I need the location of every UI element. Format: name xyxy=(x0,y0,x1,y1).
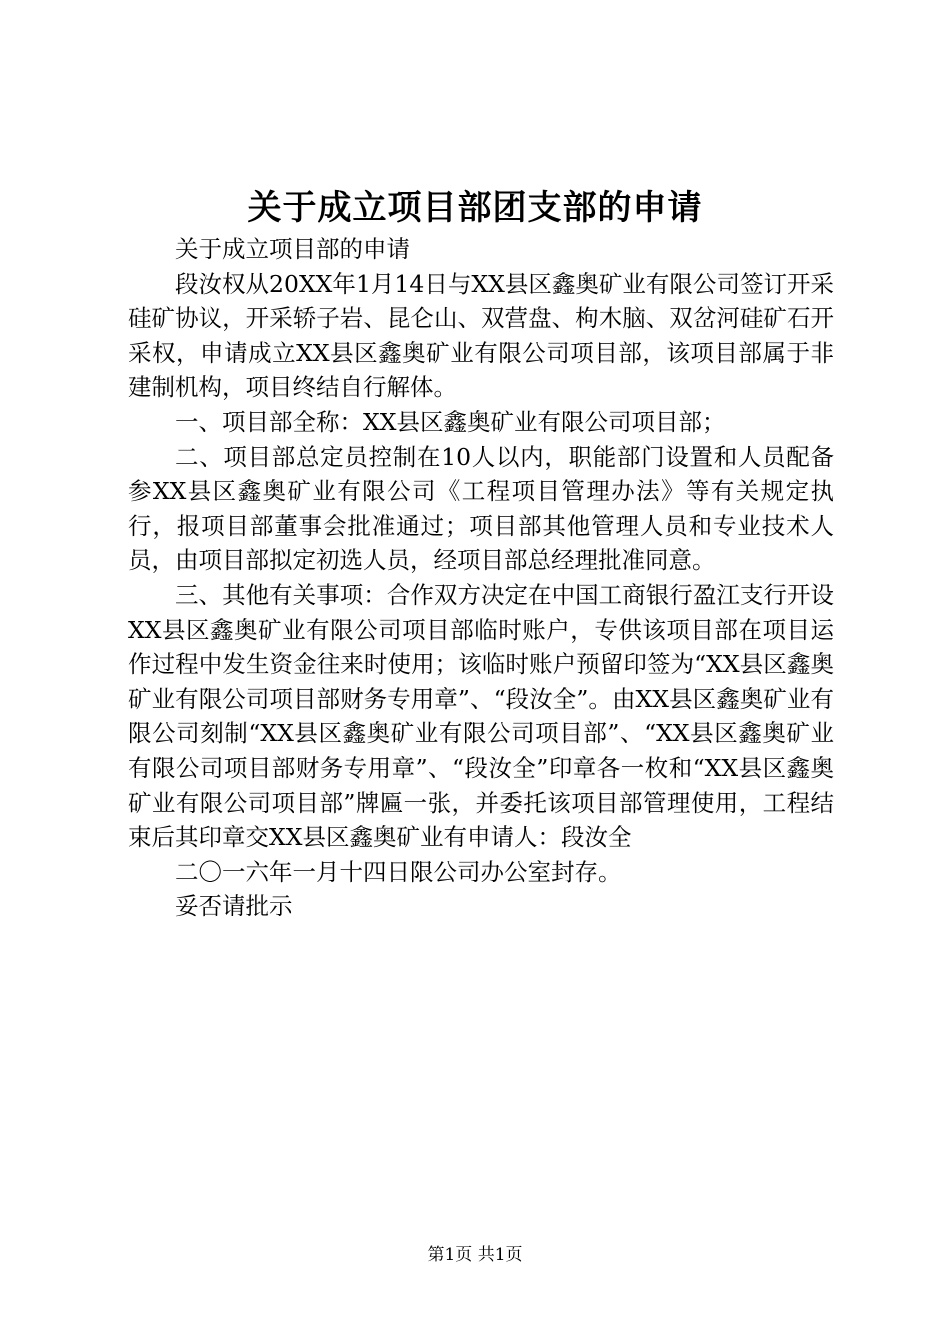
paragraph-subtitle: 关于成立项目部的申请 xyxy=(175,235,410,263)
document-title: 关于成立项目部团支部的申请 xyxy=(247,188,703,228)
paragraph-intro: 段汝权从20XX年1月14日与XX县区鑫奥矿业有限公司签订开采硅矿协议，开采轿子岩、昆仑山、双营盘、枸木脑、双岔河硅矿石开采权，申请成立XX县区鑫奥矿业有限公司项目部，该项目部属于非建制机构，项目终结自行解体。 xyxy=(128,269,834,402)
paragraph-item-1: 一、项目部全称：XX县区鑫奥矿业有限公司项目部； xyxy=(175,407,726,436)
paragraph-closing: 妥否请批示 xyxy=(175,892,293,921)
page-footer: 第1页 共1页 xyxy=(427,1245,523,1265)
paragraph-item-3: 三、其他有关事项：合作双方决定在中国工商银行盈江支行开设XX县区鑫奥矿业有限公司项目部临时账户，专供该项目部在项目运作过程中发生资金往来时使用；该临时账户预留印签为“XX县区鑫奥矿业有限公司项目部财务专用章”、“段汝全”。由XX县区鑫奥矿业有限公司刻制“XX县区鑫奥矿业有限公司项目部”、“XX县区鑫奥矿业有限公司项目部财务专用章”、“段汝全”印章各一枚和“XX县区鑫奥矿业有限公司项目部”牌匾一张，并委托该项目部管理使用，工程结束后其印章交XX县区鑫奥矿业有申请人：段汝全 xyxy=(128,580,834,852)
document-body xyxy=(128,232,834,924)
paragraph-item-2: 二、项目部总定员控制在10人以内，职能部门设置和人员配备参XX县区鑫奥矿业有限公司《工程项目管理办法》等有关规定执行，报项目部董事会批准通过；项目部其他管理人员和专业技术人员，由项目部拟定初选人员，经项目部总经理批准同意。 xyxy=(128,442,834,575)
paragraph-date: 二〇一六年一月十四日限公司办公室封存。 xyxy=(175,857,622,886)
